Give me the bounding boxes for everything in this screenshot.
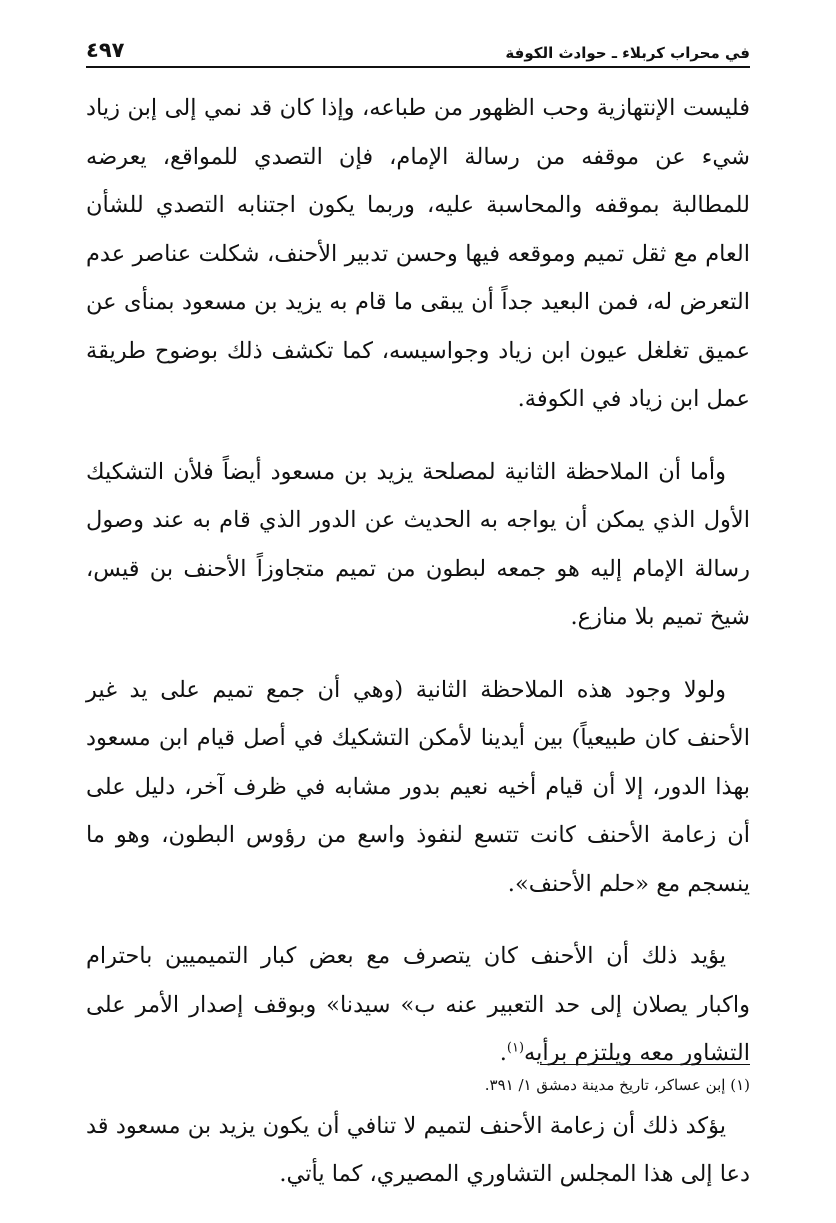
body-text	[86, 84, 750, 1223]
paragraph	[86, 932, 750, 1078]
page-number: ٤٩٧	[86, 38, 125, 62]
paragraph-end: .	[499, 1040, 507, 1066]
paragraph: وأما أن الملاحظة الثانية لمصلحة يزيد بن مسعود أيضاً فلأن التشكيك الأول الذي يمكن أن يواجه به الحديث عن الدور الذي قام به عند وصول رسالة الإمام إليه هو جمعه لبطون من تميم متجاوزاً الأحنف بن قيس، شيخ تميم بلا منازع.	[86, 458, 750, 630]
running-title: في محراب كربلاء ـ حوادث الكوفة	[505, 44, 750, 62]
footnote: (١) إبن عساكر، تاريخ مدينة دمشق ١/ ٣٩١.	[484, 1076, 750, 1094]
footnote-divider	[540, 1064, 750, 1065]
page-header	[86, 30, 750, 68]
paragraph: فليست الإنتهازية وحب الظهور من طباعه، وإذا كان قد نمي إلى إبن زياد شيء عن موقفه من رسالة الإمام، فإن التصدي للمواقع، يعرضه للمطالبة بموقفه والمحاسبة عليه، وربما يكون اجتنابه التصدي للشأن العام مع ثقل تميم وموقعه فيها وحسن تدبير الأحنف، شكلت عناصر عدم التعرض له، فمن البعيد جداً أن يبقى ما قام به يزيد بن مسعود بمنأى عن عميق تغلغل عيون ابن زياد وجواسيسه، كما تكشف ذلك بوضوح طريقة عمل ابن زياد في الكوفة.	[86, 95, 750, 412]
paragraph: يؤكد ذلك أن زعامة الأحنف لتميم لا تنافي أن يكون يزيد بن مسعود قد دعا إلى هذا المجلس التشاوري المصيري، كما يأتي.	[86, 1112, 750, 1187]
footnote-reference[interactable]: (١)	[506, 1040, 525, 1056]
paragraph: ولولا وجود هذه الملاحظة الثانية (وهي أن جمع تميم على يد غير الأحنف كان طبيعياً) بين أيدينا لأمكن التشكيك في أصل قيام ابن مسعود بهذا الدور، إلا أن قيام أخيه نعيم بدور مشابه في ظرف آخر، دليل على أن زعامة الأحنف كانت تتسع لنفوذ واسع من رؤوس البطون، وهو ما ينسجم مع «حلم الأحنف».	[86, 676, 750, 897]
paragraph-text: يؤيد ذلك أن الأحنف كان يتصرف مع بعض كبار التميميين باحترام واكبار يصلان إلى حد التعبير عنه ب» سيدنا» وبوقف إصدار الأمر على التشاور معه ويلتزم برأيه	[86, 943, 750, 1066]
